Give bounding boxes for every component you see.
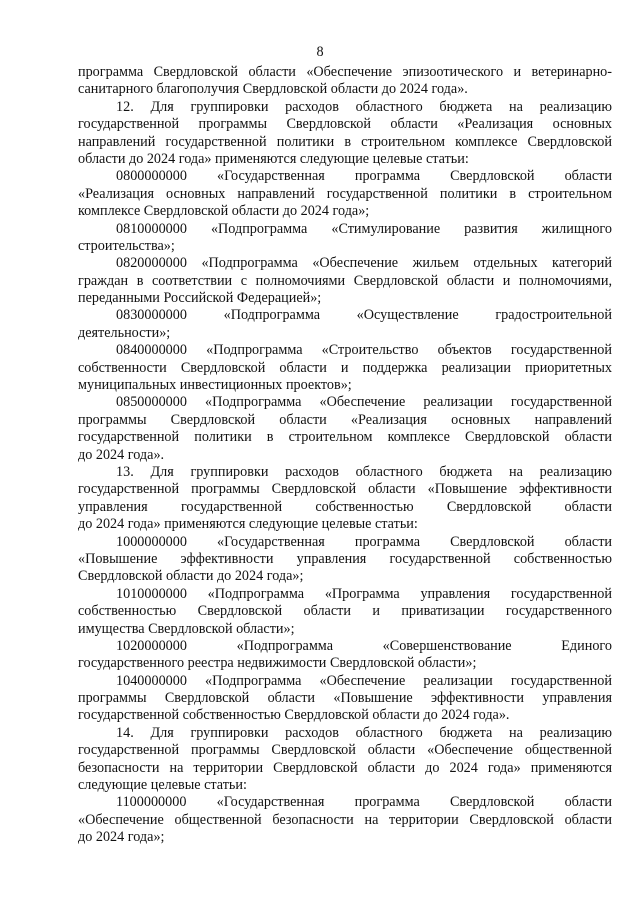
- text-line: 1000000000 «Государственная программа Свердловской области: [116, 533, 612, 550]
- text-line: программы Свердловской области «Повышение эффективности управления: [78, 690, 612, 707]
- text-line: области до 2024 года» применяются следующие целевые статьи:: [78, 150, 469, 167]
- text-line: 1040000000 «Подпрограмма «Обеспечение реализации государственной: [116, 672, 612, 689]
- text-line: деятельности»;: [78, 324, 171, 341]
- text-line: «Обеспечение общественной безопасности на территории Свердловской области: [78, 811, 612, 828]
- text-line: переданными Российской Федерацией»;: [78, 290, 322, 307]
- text-line: до 2024 года» применяются следующие целевые статьи:: [78, 516, 418, 533]
- text-line: 1010000000 «Подпрограмма «Программа управления государственной: [116, 585, 612, 602]
- text-line: 1020000000 «Подпрограмма «Совершенствование Единого: [116, 637, 612, 654]
- text-line: санитарного благополучия Свердловской области до 2024 года».: [78, 81, 468, 98]
- text-line: 0840000000 «Подпрограмма «Строительство объектов государственной: [116, 342, 612, 359]
- text-line: государственной программы Свердловской области «Обеспечение общественной: [78, 742, 612, 759]
- text-line: до 2024 года».: [78, 446, 165, 463]
- text-line: 12. Для группировки расходов областного бюджета на реализацию: [116, 98, 612, 115]
- text-line: собственностью Свердловской области и приватизации государственного: [78, 603, 612, 620]
- text-line: государственной программы Свердловской области «Реализация основных: [78, 116, 612, 133]
- text-line: безопасности на территории Свердловской области до 2024 года» применяются: [78, 759, 612, 776]
- page-number: 8: [316, 44, 324, 60]
- text-line: направлений государственной политики в строительном комплексе Свердловской: [78, 133, 612, 150]
- text-line: следующие целевые статьи:: [78, 777, 247, 794]
- document-body: [78, 64, 612, 847]
- text-line: 14. Для группировки расходов областного бюджета на реализацию: [116, 724, 612, 741]
- text-line: 13. Для группировки расходов областного бюджета на реализацию: [116, 463, 612, 480]
- text-line: программы Свердловской области «Реализация основных направлений: [78, 411, 612, 428]
- text-line: «Реализация основных направлений государственной политики в строительном: [78, 185, 612, 202]
- text-line: управления государственной собственностью Свердловской области: [78, 498, 612, 515]
- text-line: имущества Свердловской области»;: [78, 620, 295, 637]
- text-line: собственности Свердловской области и поддержка реализации приоритетных: [78, 359, 612, 376]
- text-line: 0830000000 «Подпрограмма «Осуществление градостроительной: [116, 307, 612, 324]
- text-line: программа Свердловской области «Обеспечение эпизоотического и ветеринарно-: [78, 64, 612, 80]
- text-line: государственной программы Свердловской области «Повышение эффективности: [78, 481, 612, 498]
- text-line: 0800000000 «Государственная программа Свердловской области: [116, 168, 612, 185]
- text-line: Свердловской области до 2024 года»;: [78, 568, 304, 585]
- text-line: 1100000000 «Государственная программа Свердловской области: [116, 794, 612, 811]
- text-line: граждан в соответствии с полномочиями Свердловской области и полномочиями,: [78, 272, 612, 289]
- text-line: 0810000000 «Подпрограмма «Стимулирование развития жилищного: [116, 220, 612, 237]
- text-line: муниципальных инвестиционных проектов»;: [78, 377, 352, 394]
- text-line: государственной собственностью Свердловской области до 2024 года».: [78, 707, 510, 724]
- text-line: 0820000000 «Подпрограмма «Обеспечение жильем отдельных категорий: [116, 255, 612, 272]
- text-line: государственного реестра недвижимости Свердловской области»;: [78, 655, 477, 672]
- text-line: 0850000000 «Подпрограмма «Обеспечение реализации государственной: [116, 394, 612, 411]
- text-line: строительства»;: [78, 237, 175, 254]
- text-line: государственной политики в строительном комплексе Свердловской области: [78, 429, 612, 446]
- text-line: «Повышение эффективности управления государственной собственностью: [78, 550, 612, 567]
- text-line: до 2024 года»;: [78, 829, 165, 846]
- text-line: комплексе Свердловской области до 2024 года»;: [78, 203, 370, 220]
